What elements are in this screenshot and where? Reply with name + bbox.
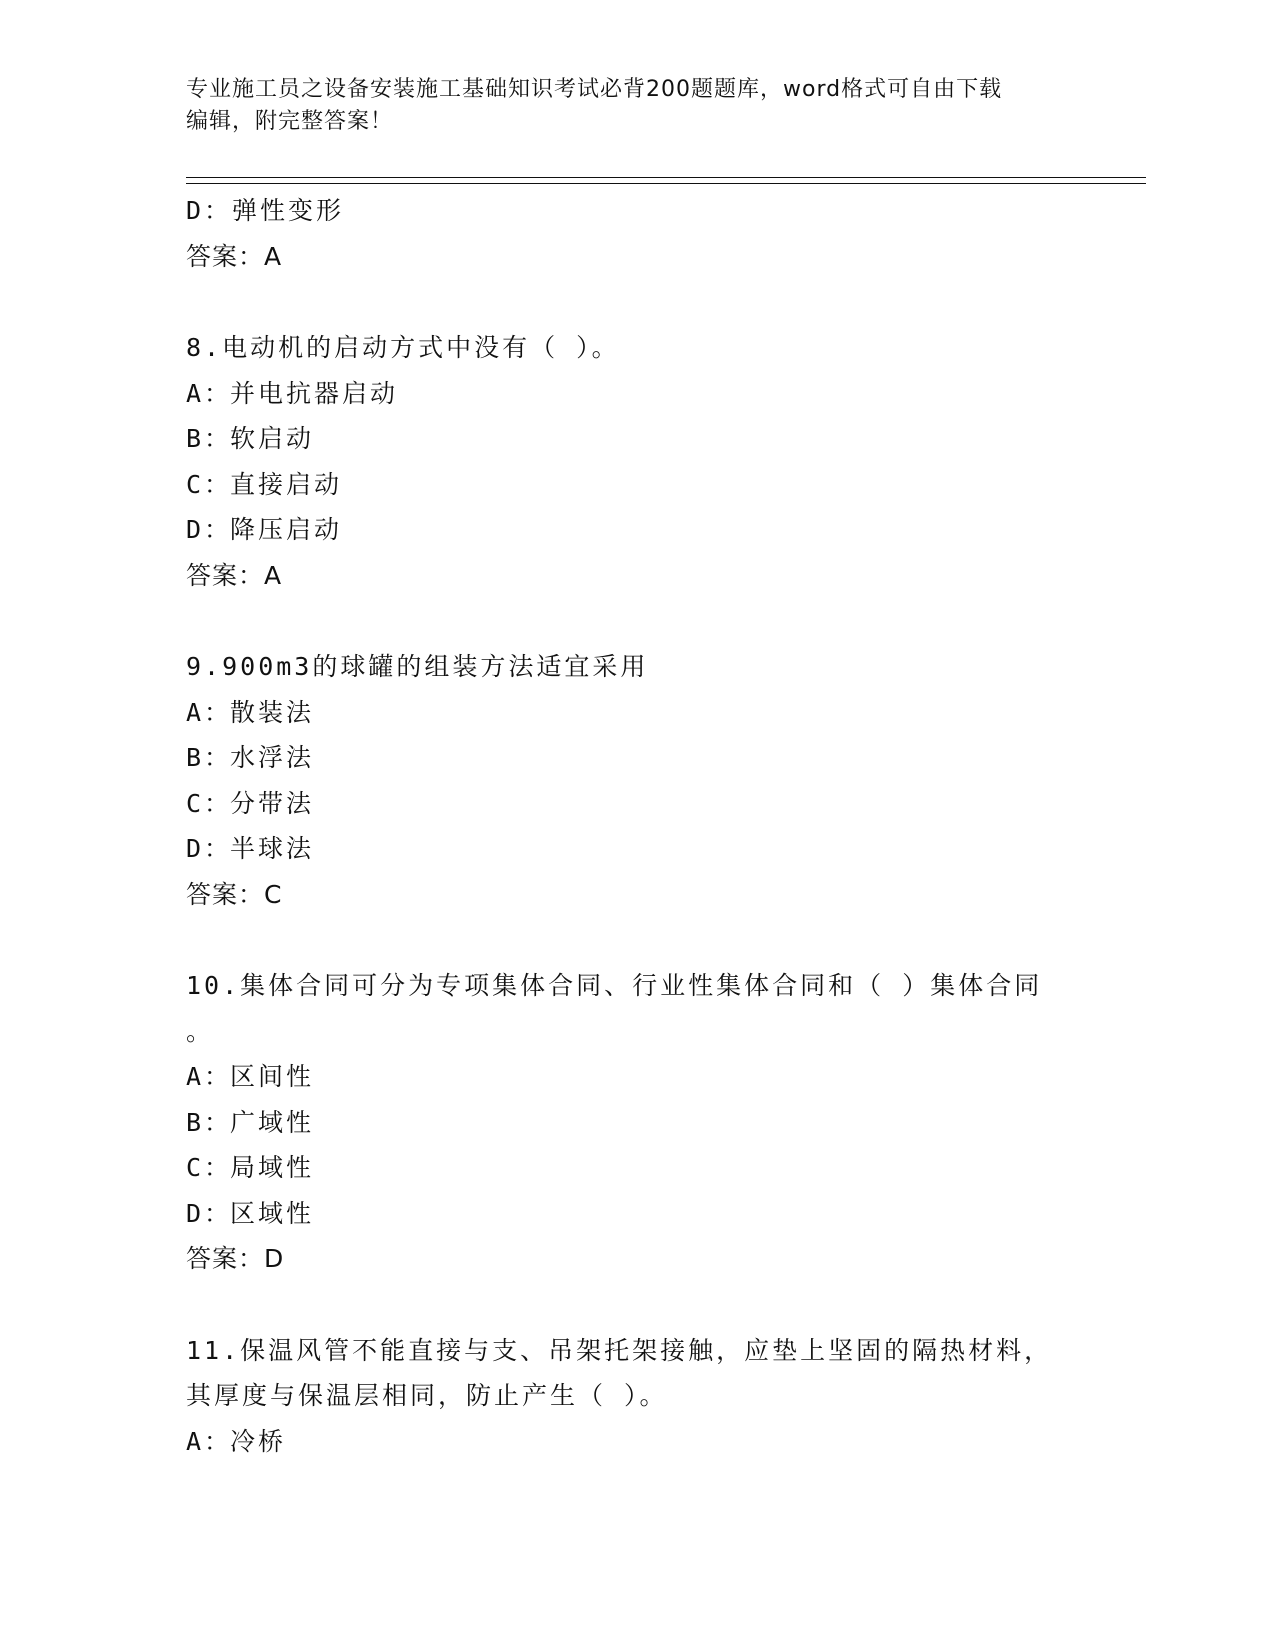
option-text: 局域性 (230, 1153, 315, 1182)
option-key: C： (186, 1153, 233, 1182)
option-text: 半球法 (230, 834, 315, 863)
option-text: 软启动 (230, 424, 315, 453)
option-a (186, 1419, 1086, 1465)
option-d (186, 507, 1086, 553)
answer-line: 答案：C (186, 879, 283, 909)
option-b (186, 735, 1086, 781)
answer-line: 答案：A (186, 560, 283, 590)
question-list (186, 188, 1086, 1464)
option-text: 分带法 (230, 788, 315, 818)
header-title-line-2: 编辑，附完整答案！ (186, 109, 394, 134)
option-d (186, 826, 1086, 872)
answer-line: 答案：A (186, 241, 283, 271)
option-a (186, 1054, 1086, 1100)
answer-line: 答案：D (186, 1244, 285, 1273)
option-key: A： (186, 1426, 233, 1456)
question-10 (186, 963, 1086, 1282)
question-11 (186, 1328, 1086, 1465)
option-text: 降压启动 (230, 515, 343, 544)
option-text: 并电抗器启动 (230, 378, 399, 408)
option-c (186, 462, 1086, 508)
question-stem: 8.电动机的启动方式中没有（ ）。 (186, 333, 620, 362)
header-title-line-1: 专业施工员之设备安装施工基础知识考试必背200题题库，word格式可自由下载 (186, 77, 1003, 102)
option-key: A： (186, 1062, 233, 1091)
question-stem: 9.900m3的球罐的组装方法适宜采用 (186, 652, 649, 681)
question-stem-continued: 。 (186, 1016, 215, 1046)
option-b (186, 1100, 1086, 1146)
question-8 (186, 325, 1086, 598)
option-a (186, 371, 1086, 417)
option-key: D： (186, 834, 233, 863)
option-text: 区间性 (230, 1062, 315, 1091)
question-stem: 11.保温风管不能直接与支、吊架托架接触，应垫上坚固的隔热材料， (186, 1335, 1053, 1365)
header-divider-top (186, 177, 1146, 178)
option-a (186, 690, 1086, 736)
option-text: 广域性 (230, 1107, 315, 1137)
option-text: 冷桥 (230, 1426, 287, 1456)
option-d (186, 1191, 1086, 1237)
option-key: D： (186, 1198, 233, 1228)
option-d: D：弹性变形 (186, 196, 345, 225)
option-key: A： (186, 378, 233, 408)
option-c (186, 781, 1086, 827)
option-key: D： (186, 515, 233, 544)
document-header (186, 74, 1066, 138)
option-key: A： (186, 697, 233, 727)
option-text: 散装法 (230, 697, 315, 727)
question-9 (186, 644, 1086, 917)
option-b (186, 416, 1086, 462)
option-text: 水浮法 (230, 743, 315, 772)
option-text: 区域性 (230, 1198, 315, 1228)
header-divider-bottom (186, 183, 1146, 184)
option-key: B： (186, 1107, 233, 1137)
option-key: B： (186, 743, 233, 772)
option-key: C： (186, 469, 233, 499)
option-text: 直接启动 (230, 469, 343, 499)
question-stem-continued: 其厚度与保温层相同，防止产生（ ）。 (186, 1381, 668, 1410)
option-key: C： (186, 788, 233, 818)
option-key: B： (186, 424, 233, 453)
question-stem: 10.集体合同可分为专项集体合同、行业性集体合同和（ ）集体合同 (186, 971, 1043, 1000)
option-c (186, 1145, 1086, 1191)
